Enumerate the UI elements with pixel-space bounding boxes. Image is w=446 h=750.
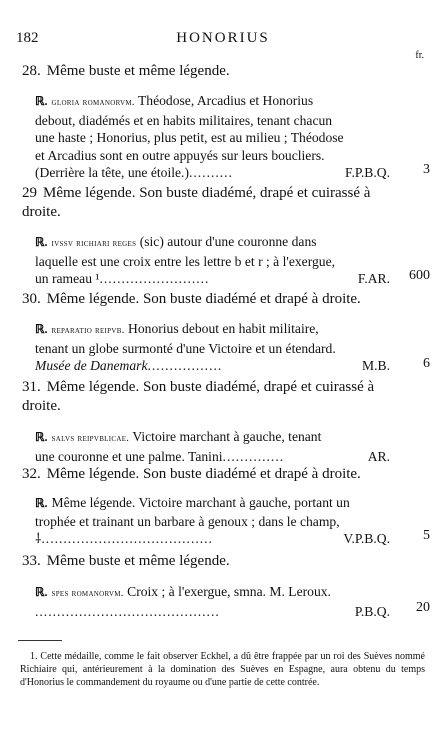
entry-31-reverse: ℝ. salvs reipvblicae. Victoire marchant à gauche, tenant une couronne et une palme. Tanini.............. AR. [35, 429, 390, 464]
reverse-text: (Derrière la tête, une étoile.) [35, 165, 189, 181]
entry-description: Même buste et même légende. [46, 553, 230, 569]
entry-30-reverse: ℝ. reparatio reipvb. Honorius debout en habit militaire, tenant un globe surmonté d'une Victoire et un étendard. Musée de Danemark................. M.B. [35, 321, 390, 374]
footnote-rule [18, 640, 62, 641]
reverse-text: trophée et trainant un barbare à genoux ; dans le champ, [35, 513, 340, 529]
entry-description-cont: droite. [22, 204, 61, 220]
reverse-text: une haste ; Honorius, plus petit, est au milieu ; Théodose [35, 130, 344, 146]
entry-29-heading [22, 184, 422, 222]
entry-33-heading [22, 552, 422, 571]
entry-description: Même buste et même légende. [46, 63, 230, 79]
entry-32-heading [22, 465, 422, 484]
price: 3 [423, 162, 430, 177]
reverse-text: et Arcadius sont en outre appuyés sur leurs boucliers. [35, 147, 325, 163]
price: 5 [423, 528, 430, 543]
entry-number: 31. [22, 379, 41, 395]
reference: P.B.Q. [354, 603, 390, 619]
entry-number: 29 [22, 185, 37, 201]
reverse-mark: ℝ. [35, 322, 48, 336]
reverse-legend: spes romanorvm. [51, 588, 124, 599]
price: 600 [409, 268, 430, 283]
reverse-legend: ivssv richiari reges [51, 238, 137, 249]
reverse-text: laquelle est une croix entre les lettre b et r ; à l'exergue, [35, 253, 335, 269]
reverse-text: debout, diadémés et en habits militaires, tenant chacun [35, 112, 333, 128]
price: 6 [423, 356, 430, 371]
reverse-text: Honorius debout en habit militaire, [128, 321, 319, 336]
reverse-text: ⸸ [35, 531, 42, 547]
reverse-text: un rameau ¹ [35, 271, 100, 287]
entry-description: Même légende. Son buste diadémé et drapé à droite. [46, 291, 361, 307]
entry-number: 32. [22, 466, 41, 482]
reference: F.AR. [357, 271, 390, 287]
entry-description: Même légende. Son buste diadémé, drapé et cuirassé à [46, 379, 375, 395]
reverse-legend: reparatio reipvb. [51, 325, 125, 336]
reverse-text: Victoire marchant à gauche, tenant [132, 429, 322, 444]
reverse-mark: ℝ. [35, 585, 48, 599]
entry-31-heading [22, 378, 422, 416]
entry-30-heading [22, 290, 422, 309]
reverse-legend: salvs reipvblicae. [51, 433, 130, 444]
entry-28-heading [22, 62, 422, 81]
reverse-text: Musée de Danemark [35, 358, 148, 374]
entry-number: 33. [22, 553, 41, 569]
reverse-text: une couronne et une palme. Tanini [35, 448, 223, 464]
reverse-mark: ℝ. [35, 430, 48, 444]
entry-number: 30. [22, 291, 41, 307]
column-heading: fr. [415, 50, 424, 61]
reverse-text: Croix ; à l'exergue, smna. M. Leroux. [127, 584, 331, 599]
reference: M.B. [362, 358, 390, 374]
entry-description: Même légende. Son buste diadémé et drapé à droite. [46, 466, 361, 482]
entry-description: Même légende. Son buste diadémé, drapé et cuirassé à [43, 185, 371, 201]
entry-32-reverse: ℝ. Même légende. Victoire marchant à gauche, portant un trophée et trainant un barbare à genoux ; dans le champ, ⸸....................................... V.P.B.Q. [35, 495, 390, 547]
reverse-mark: ℝ. [35, 235, 48, 249]
reverse-text: Même légende. Victoire marchant à gauche, portant un [51, 495, 350, 510]
reverse-text: Théodose, Arcadius et Honorius [137, 93, 314, 108]
reverse-text: (sic) autour d'une couronne dans [139, 234, 317, 249]
reference: V.P.B.Q. [343, 531, 390, 547]
entry-33-reverse: ℝ. spes romanorvm. Croix ; à l'exergue, smna. M. Leroux. .......................................... P.B.Q. [35, 584, 390, 619]
entry-28-reverse: ℝ. gloria romanorvm. Théodose, Arcadius et Honorius debout, diadémés et en habits militaires, tenant chacun une haste ; Honorius, plus petit, est au milieu ; Théodose et Arcadius sont en outre appuyés sur leurs boucliers. (Derrière la tête, une étoile.).......... F.P.B.Q. [35, 93, 390, 181]
footnote: 1. Cette médaille, comme le fait observer Eckhel, a dû être frappée par un roi des Suèves nommé Richiaire qui, antérieurement à la domination des Suèves en Espagne, aura obtenu du temps d'Honorius le commandement du royaume ou d'une partie de cette contrée. [20, 651, 425, 689]
entry-number: 28. [22, 63, 41, 79]
price: 20 [416, 600, 430, 615]
reference: F.P.B.Q. [344, 165, 390, 181]
reverse-legend: gloria romanorvm. [51, 97, 135, 108]
running-title: HONORIUS [176, 30, 270, 46]
reverse-mark: ℝ. [35, 496, 48, 510]
reverse-text: tenant un globe surmonté d'une Victoire et un étendard. [35, 340, 336, 356]
reference: AR. [367, 448, 390, 464]
entry-29-reverse: ℝ. ivssv richiari reges (sic) autour d'une couronne dans laquelle est une croix entre les lettre b et r ; à l'exergue, un rameau ¹......................... F.AR. [35, 234, 390, 287]
entry-description-cont: droite. [22, 398, 61, 414]
reverse-mark: ℝ. [35, 94, 48, 108]
page-number: 182 [16, 30, 39, 46]
